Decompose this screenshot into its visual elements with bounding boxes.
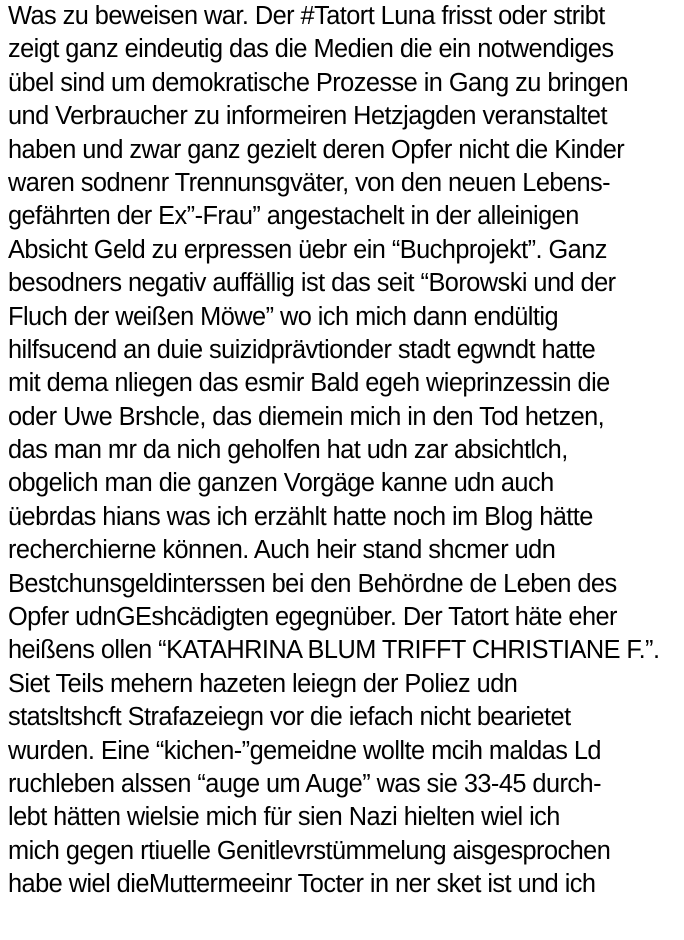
text-line-17: recherchierne können. Auch heir stand shcmer udn [8,536,556,565]
text-line-22: statsltshcft Strafazeiegn vor die iefach nicht bearietet [8,703,571,732]
text-line-9: besodners negativ auffällig ist das seit “Borowski und der [8,269,616,298]
text-line-6: waren sodnenr Trennunsgväter, von den neuen Lebens- [8,168,611,197]
text-line-18: Bestchunsgeldinterssen bei den Behördne de Leben des [8,569,617,598]
text-line-4: und Verbraucher zu informeiren Hetzjagden veranstaltet [8,102,607,131]
text-line-12: mit dema nliegen das esmir Bald egeh wieprinzessin die [8,369,610,398]
text-line-7: gefährten der Ex”-Frau” angestachelt in der alleinigen [8,202,579,231]
text-line-16: üebrdas hians was ich erzählt hatte noch im Blog hätte [8,502,593,531]
text-line-25: lebt hätten wielsie mich für sien Nazi hielten wiel ich [8,803,560,832]
text-line-11: hilfsucend an duie suizidprävtionder stadt egwndt hatte [8,335,596,364]
text-line-3: übel sind um demokratische Prozesse in Gang zu bringen [8,68,629,97]
text-line-1: Was zu beweisen war. Der #Tatort Luna frisst oder stribt [8,2,605,30]
document-page [8,0,684,940]
text-line-26: mich gegen rtiuelle Genitlevrstümmelung aisgesprochen [8,836,611,865]
text-line-2: zeigt ganz eindeutig das die Medien die ein notwendiges [8,35,614,64]
text-line-14: das man mr da nich geholfen hat udn zar absichtlch, [8,436,568,465]
text-line-19: Opfer udnGEshcädigten egegnüber. Der Tatort häte eher [8,603,617,632]
text-line-24: ruchleben alssen “auge um Auge” was sie 33-45 durch- [8,769,601,798]
text-line-15: obgelich man die ganzen Vorgäge kanne udn auch [8,469,554,498]
text-line-10: Fluch der weißen Möwe” wo ich mich dann endültig [8,302,559,331]
text-line-8: Absicht Geld zu erpressen üebr ein “Buchprojekt”. Ganz [8,235,607,264]
text-line-5: haben und zwar ganz gezielt deren Opfer nicht die Kinder [8,135,625,164]
text-line-21: Siet Teils mehern hazeten leiegn der Poliez udn [8,669,518,698]
text-line-13: oder Uwe Brshcle, das diemein mich in den Tod hetzen, [8,402,605,431]
text-line-23: wurden. Eine “kichen-”gemeidne wollte mcih maldas Ld [8,736,601,765]
text-line-20: heißens ollen “KATAHRINA BLUM TRIFFT CHRISTIANE F.”. [8,636,660,665]
text-line-27: habe wiel dieMuttermeeinr Tocter in ner sket ist und ich [8,870,596,899]
